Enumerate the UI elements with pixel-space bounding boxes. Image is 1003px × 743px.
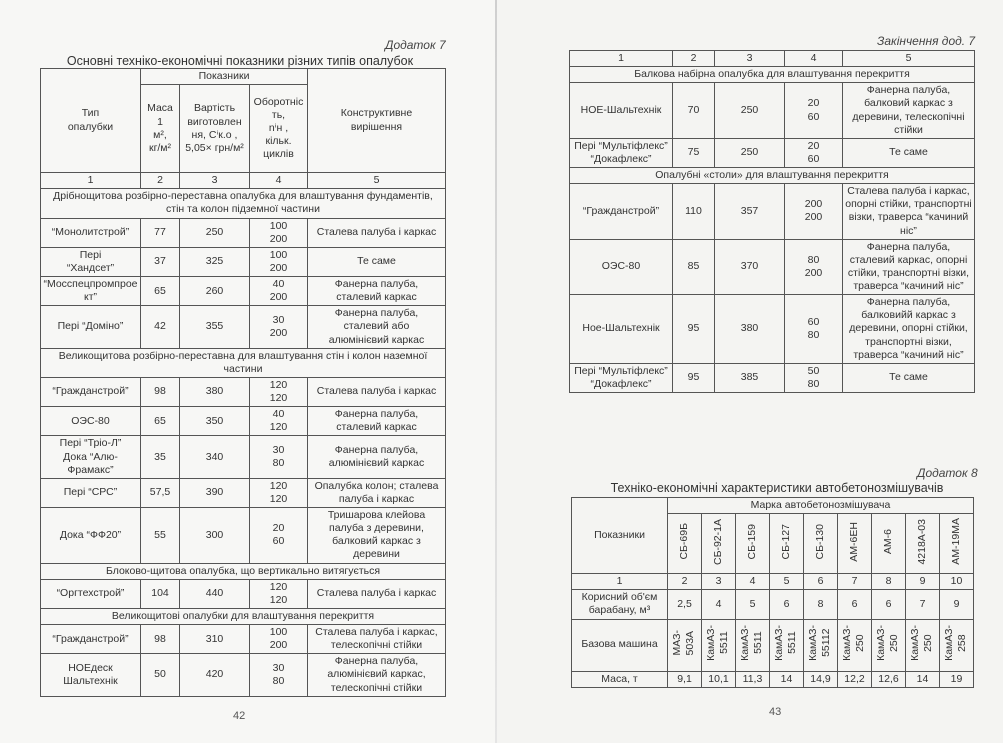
mass-value: 95 <box>673 363 715 392</box>
turnover-value: 30 200 <box>250 306 308 348</box>
turnover-value: 120 120 <box>250 377 308 406</box>
base-machine-cell <box>736 619 770 671</box>
design-value: Сталева палуба і каркас <box>308 218 446 247</box>
cost-value: 390 <box>180 478 250 507</box>
cost-value: 355 <box>180 306 250 348</box>
cost-value: 380 <box>715 295 785 364</box>
mixer-model-cell <box>906 514 940 574</box>
appendix-7-header: Додаток 7 <box>385 38 446 52</box>
mixer-model-cell <box>838 514 872 574</box>
table-row <box>570 239 975 295</box>
formwork-type: Пері “СРС” <box>41 478 141 507</box>
turnover-value: 200 200 <box>785 184 843 240</box>
table-row <box>41 478 446 507</box>
cost-value: 380 <box>180 377 250 406</box>
table-row <box>41 306 446 348</box>
turnover-value: 100 200 <box>250 218 308 247</box>
column-number: 3 <box>180 173 250 189</box>
cost-value: 325 <box>180 247 250 276</box>
mass-value: 104 <box>141 579 180 608</box>
cost-value: 420 <box>180 654 250 696</box>
turnover-value: 100 200 <box>250 625 308 654</box>
turnover-value: 40 120 <box>250 407 308 436</box>
mixers-brand-head: Марка автобетонозмішувача <box>668 498 974 514</box>
base-machine-cell <box>906 619 940 671</box>
cost-value: 350 <box>180 407 250 436</box>
mixer-volume-row <box>572 590 974 619</box>
formwork-type: ОЭС-80 <box>570 239 673 295</box>
mixer-model: СБ-92-1А <box>711 518 724 565</box>
column-number-row <box>570 51 975 67</box>
mass-value: 19 <box>940 671 974 687</box>
base-machine: КамАЗ- 5511 <box>739 624 765 661</box>
table-row <box>41 625 446 654</box>
mass-value: 14 <box>770 671 804 687</box>
mixer-model: АМ-6ЕН <box>847 521 860 562</box>
col-head-mass: Маса 1 м², кг/м² <box>141 85 180 173</box>
mass-value: 14,9 <box>804 671 838 687</box>
cost-value: 385 <box>715 363 785 392</box>
mixer-model-cell <box>668 514 702 574</box>
table-row <box>41 277 446 306</box>
column-number: 9 <box>906 574 940 590</box>
column-number: 5 <box>843 51 975 67</box>
column-number: 5 <box>770 574 804 590</box>
base-machine: КамАЗ- 258 <box>943 624 969 661</box>
design-value: Фанерна палуба, балковий каркас з деревини, телескопічні стійки <box>843 83 975 139</box>
cost-value: 300 <box>180 508 250 564</box>
column-number: 4 <box>785 51 843 67</box>
mass-value: 50 <box>141 654 180 696</box>
design-value: Те саме <box>843 363 975 392</box>
mass-value: 110 <box>673 184 715 240</box>
design-value: Сталева палуба і каркас <box>308 377 446 406</box>
section-title: Дрібнощитова розбірно-переставна опалубка для влаштування фундаментів, стін та колон підземної частини <box>41 189 446 218</box>
cost-value: 370 <box>715 239 785 295</box>
mass-value: 9,1 <box>668 671 702 687</box>
design-value: Фанерна палуба, балковийй каркас з деревини, опорні стійки, транспортні візки, траверса “качиний ніс” <box>843 295 975 364</box>
mass-value: 42 <box>141 306 180 348</box>
column-number: 1 <box>41 173 141 189</box>
mass-value: 55 <box>141 508 180 564</box>
column-number: 5 <box>308 173 446 189</box>
mass-value: 12,2 <box>838 671 872 687</box>
mixer-model: АМ-6 <box>881 529 894 555</box>
page-number-left: 42 <box>233 710 246 722</box>
formwork-type: Пері “Мультіфлекс” “Докафлекс” <box>570 138 673 167</box>
turnover-value: 40 200 <box>250 277 308 306</box>
cost-value: 260 <box>180 277 250 306</box>
table-row <box>570 83 975 139</box>
base-machine-cell <box>804 619 838 671</box>
design-value: Сталева палуба і каркас, опорні стійки, транспортні візки, траверса “качиний ніс” <box>843 184 975 240</box>
table-row <box>570 295 975 364</box>
base-machine-cell <box>838 619 872 671</box>
table-row <box>41 436 446 478</box>
base-machine-cell <box>770 619 804 671</box>
appendix-8-title: Техніко-економічні характеристики автобетонозмішувачів <box>610 481 944 495</box>
table-row <box>41 247 446 276</box>
column-number: 2 <box>673 51 715 67</box>
column-number: 4 <box>736 574 770 590</box>
mixers-indicators-head: Показники <box>572 498 668 574</box>
appendix-7-end-header: Закінчення дод. 7 <box>877 34 976 48</box>
turnover-value: 60 80 <box>785 295 843 364</box>
formwork-type: Пері “Хандсет” <box>41 247 141 276</box>
mixer-model-cell <box>702 514 736 574</box>
turnover-value: 30 80 <box>250 436 308 478</box>
section-row <box>41 348 446 377</box>
right-page <box>497 0 1003 743</box>
volume-value: 6 <box>770 590 804 619</box>
mixer-model: АМ-19МА <box>949 518 962 565</box>
mixer-model: СБ-159 <box>745 523 758 560</box>
column-number: 8 <box>872 574 906 590</box>
mixer-number-row <box>572 574 974 590</box>
cost-value: 250 <box>715 138 785 167</box>
formwork-type: “Гражданстрой” <box>41 625 141 654</box>
turnover-value: 80 200 <box>785 239 843 295</box>
formwork-type: “Монолитстрой” <box>41 218 141 247</box>
turnover-value: 20 60 <box>785 138 843 167</box>
column-number: 10 <box>940 574 974 590</box>
mass-value: 11,3 <box>736 671 770 687</box>
appendix-7-title: Основні техніко-економічні показники різних типів опалубок <box>66 54 414 68</box>
turnover-value: 20 60 <box>785 83 843 139</box>
base-machine: МАЗ- 503А <box>671 630 697 656</box>
base-machine: КамАЗ- 55112 <box>807 624 833 661</box>
volume-label: Корисний об'єм барабану, м³ <box>572 590 668 619</box>
mixers-table-body <box>572 498 974 688</box>
table-row <box>570 138 975 167</box>
formwork-type: “Мосспецпромпрое кт” <box>41 277 141 306</box>
formwork-type: “Оргтехстрой” <box>41 579 141 608</box>
base-machine-label: Базова машина <box>572 619 668 671</box>
column-number: 3 <box>702 574 736 590</box>
section-title: Балкова набірна опалубка для влаштування перекриття <box>570 67 975 83</box>
column-number: 2 <box>141 173 180 189</box>
mass-value: 85 <box>673 239 715 295</box>
section-row <box>41 189 446 218</box>
mixer-model-cell <box>872 514 906 574</box>
cost-value: 250 <box>180 218 250 247</box>
page-number-right: 43 <box>769 706 782 718</box>
design-value: Те саме <box>308 247 446 276</box>
appendix-8-header: Додаток 8 <box>917 466 978 480</box>
column-number: 3 <box>715 51 785 67</box>
mass-value: 37 <box>141 247 180 276</box>
turnover-value: 120 120 <box>250 478 308 507</box>
table-row <box>41 654 446 696</box>
col-head-design: Конструктивне вирішення <box>308 69 446 173</box>
col-head-cost: Вартість виготовлен ня, Cⁱк.о , 5,05× грн/м² <box>180 85 250 173</box>
section-row <box>570 67 975 83</box>
formwork-type: НОЕдеск Шальтехнік <box>41 654 141 696</box>
mixer-model-cell <box>736 514 770 574</box>
formwork-table-left <box>40 68 446 697</box>
mixer-model: 4218А-03 <box>915 518 928 565</box>
turnover-value: 120 120 <box>250 579 308 608</box>
mass-value: 98 <box>141 377 180 406</box>
mixer-model: СБ-130 <box>813 523 826 560</box>
formwork-type: НОЕ-Шальтехнік <box>570 83 673 139</box>
design-value: Фанерна палуба, алюмінієвий каркас, телескопічні стійки <box>308 654 446 696</box>
section-row <box>41 563 446 579</box>
base-machine: КамАЗ- 250 <box>875 624 901 661</box>
base-machine: КамАЗ- 250 <box>841 624 867 661</box>
volume-value: 6 <box>838 590 872 619</box>
formwork-table-right-body <box>570 67 975 393</box>
formwork-type: Пері “Мультіфлекс” “Докафлекс” <box>570 363 673 392</box>
section-title: Опалубні «столи» для влаштування перекриття <box>570 168 975 184</box>
design-value: Фанерна палуба, сталевий каркас <box>308 277 446 306</box>
design-value: Фанерна палуба, алюмінієвий каркас <box>308 436 446 478</box>
formwork-type: “Гражданстрой” <box>41 377 141 406</box>
design-value: Сталева палуба і каркас, телескопічні стійки <box>308 625 446 654</box>
design-value: Фанерна палуба, сталевий каркас <box>308 407 446 436</box>
mixer-model-cell <box>804 514 838 574</box>
mass-value: 95 <box>673 295 715 364</box>
turnover-value: 30 80 <box>250 654 308 696</box>
formwork-type: Пері “Тріо-Л” Дока “Алю- Фрамакс” <box>41 436 141 478</box>
col-head-indicators: Показники <box>141 69 308 85</box>
formwork-table-right <box>569 50 975 393</box>
turnover-value: 50 80 <box>785 363 843 392</box>
column-number: 1 <box>570 51 673 67</box>
section-title: Великощитова розбірно-переставна для влаштування стін і колон наземної частини <box>41 348 446 377</box>
mixer-model: СБ-127 <box>779 523 792 560</box>
section-title: Блоково-щитова опалубка, що вертикально витягується <box>41 563 446 579</box>
table-row <box>41 377 446 406</box>
column-number-row <box>41 173 446 189</box>
col-head-type: Тип опалубки <box>41 69 141 173</box>
mixer-base-row <box>572 619 974 671</box>
table-row <box>41 407 446 436</box>
mass-value: 12,6 <box>872 671 906 687</box>
formwork-type: “Гражданстрой” <box>570 184 673 240</box>
design-value: Фанерна палуба, сталевий каркас, опорні стійки, транспортні візки, траверса “качиний ніс” <box>843 239 975 295</box>
volume-value: 8 <box>804 590 838 619</box>
cost-value: 340 <box>180 436 250 478</box>
section-row <box>570 168 975 184</box>
design-value: Те саме <box>843 138 975 167</box>
design-value: Фанерна палуба, сталевий або алюмінієвий каркас <box>308 306 446 348</box>
mass-value: 65 <box>141 277 180 306</box>
design-value: Сталева палуба і каркас <box>308 579 446 608</box>
volume-value: 6 <box>872 590 906 619</box>
volume-value: 5 <box>736 590 770 619</box>
table-row <box>41 579 446 608</box>
mixer-mass-row <box>572 671 974 687</box>
cost-value: 310 <box>180 625 250 654</box>
column-number: 2 <box>668 574 702 590</box>
column-number: 6 <box>804 574 838 590</box>
base-machine: КамАЗ- 5511 <box>773 624 799 661</box>
base-machine: КамАЗ- 250 <box>909 624 935 661</box>
col-head-turnover: Оборотніс ть, nⁱн , кільк. циклів <box>250 85 308 173</box>
formwork-type: Пері “Доміно” <box>41 306 141 348</box>
table-row <box>41 218 446 247</box>
column-number: 7 <box>838 574 872 590</box>
mass-value: 35 <box>141 436 180 478</box>
base-machine-cell <box>940 619 974 671</box>
column-number: 4 <box>250 173 308 189</box>
base-machine-cell <box>668 619 702 671</box>
mixer-model: СБ-69Б <box>677 523 690 560</box>
mass-value: 14 <box>906 671 940 687</box>
formwork-type: Дока “ФФ20” <box>41 508 141 564</box>
table-row <box>570 184 975 240</box>
mixer-model-cell <box>770 514 804 574</box>
base-machine-cell <box>702 619 736 671</box>
section-row <box>41 608 446 624</box>
cost-value: 440 <box>180 579 250 608</box>
volume-value: 2,5 <box>668 590 702 619</box>
turnover-value: 20 60 <box>250 508 308 564</box>
base-machine-cell <box>872 619 906 671</box>
table-row <box>41 508 446 564</box>
mass-value: 70 <box>673 83 715 139</box>
cost-value: 357 <box>715 184 785 240</box>
design-value: Тришарова клейова палуба з деревини, балковий каркас з деревини <box>308 508 446 564</box>
mixers-table <box>571 497 974 688</box>
mass-label: Маса, т <box>572 671 668 687</box>
turnover-value: 100 200 <box>250 247 308 276</box>
base-machine: КамАЗ- 5511 <box>705 624 731 661</box>
section-title: Великощитові опалубки для влаштування перекриття <box>41 608 446 624</box>
design-value: Опалубка колон; сталева палуба і каркас <box>308 478 446 507</box>
mass-value: 57,5 <box>141 478 180 507</box>
left-page <box>0 0 495 743</box>
volume-value: 9 <box>940 590 974 619</box>
volume-value: 7 <box>906 590 940 619</box>
formwork-type: ОЭС-80 <box>41 407 141 436</box>
mass-value: 65 <box>141 407 180 436</box>
mass-value: 77 <box>141 218 180 247</box>
table-row <box>570 363 975 392</box>
cost-value: 250 <box>715 83 785 139</box>
formwork-type: Ное-Шальтехнік <box>570 295 673 364</box>
volume-value: 4 <box>702 590 736 619</box>
formwork-table-body <box>41 189 446 696</box>
mass-value: 98 <box>141 625 180 654</box>
mixer-model-cell <box>940 514 974 574</box>
mass-value: 75 <box>673 138 715 167</box>
mass-value: 10,1 <box>702 671 736 687</box>
column-number: 1 <box>572 574 668 590</box>
